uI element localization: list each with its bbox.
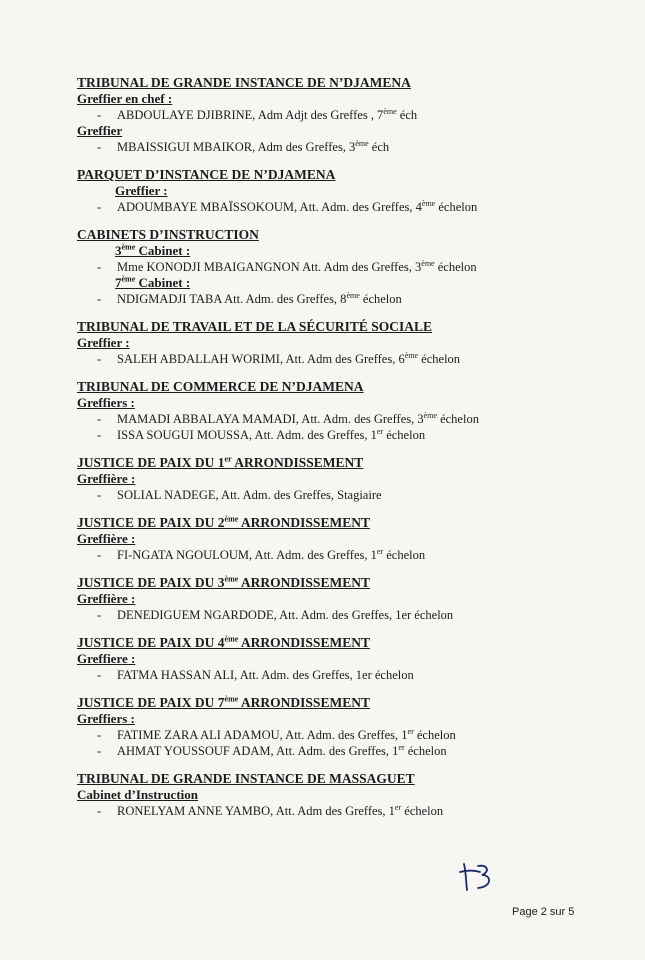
text-suffix: ARRONDISSEMENT	[238, 575, 370, 590]
text: Mme KONODJI MBAIGANGNON Att. Adm des Greffes, 3	[117, 260, 422, 274]
text: FATIME ZARA ALI ADAMOU, Att. Adm. des Greffes, 1	[117, 728, 408, 742]
text: PARQUET D’INSTANCE DE N’DJAMENA	[77, 167, 336, 182]
text-suffix: échelon	[436, 412, 479, 426]
text: Greffiere :	[77, 651, 136, 666]
text: JUSTICE DE PAIX DU 1	[77, 455, 225, 470]
document-body	[77, 74, 617, 830]
list-dash: -	[97, 412, 102, 426]
list-dash: -	[97, 548, 102, 562]
text-suffix: échelon	[359, 292, 402, 306]
superscript: ème	[421, 258, 435, 268]
text-suffix: échelon	[418, 352, 461, 366]
text: JUSTICE DE PAIX DU 2	[77, 515, 225, 530]
superscript: er	[398, 742, 405, 752]
text: CABINETS D’INSTRUCTION	[77, 227, 259, 242]
section-title	[77, 226, 617, 243]
text: FATMA HASSAN ALI, Att. Adm. des Greffes, 1er échelon	[117, 668, 414, 682]
superscript: ème	[224, 694, 239, 704]
superscript: ème	[224, 634, 239, 644]
superscript: er	[376, 546, 384, 556]
text: JUSTICE DE PAIX DU 3	[77, 575, 225, 590]
section-title	[77, 514, 617, 531]
role-heading	[115, 183, 617, 199]
list-item	[77, 803, 617, 819]
text-suffix: ARRONDISSEMENT	[238, 635, 370, 650]
superscript: ème	[355, 138, 369, 148]
text: TRIBUNAL DE GRANDE INSTANCE DE N’DJAMENA	[77, 75, 411, 90]
section-title	[77, 74, 617, 91]
superscript: er	[224, 454, 232, 464]
section-title	[77, 454, 617, 471]
superscript: er	[394, 802, 402, 812]
superscript: ème	[224, 514, 239, 524]
superscript: er	[376, 426, 384, 436]
role-heading	[77, 651, 617, 667]
handwritten-initials-signature	[458, 860, 498, 894]
list-dash: -	[97, 428, 102, 442]
text: SOLIAL NADEGE, Att. Adm. des Greffes, Stagiaire	[117, 488, 382, 502]
page-number: Page 2 sur 5	[512, 906, 575, 918]
role-heading	[77, 711, 617, 727]
role-heading	[77, 471, 617, 487]
text: NDIGMADJI TABA Att. Adm. des Greffes, 8	[117, 292, 347, 306]
role-heading	[77, 335, 617, 351]
list-item	[77, 607, 617, 623]
text: Greffière :	[77, 591, 136, 606]
list-item	[77, 351, 617, 367]
list-dash: -	[97, 200, 102, 214]
text-suffix: échelon	[413, 728, 456, 742]
role-heading	[77, 531, 617, 547]
text-suffix: éch	[368, 140, 390, 154]
list-dash: -	[97, 108, 102, 122]
list-item	[77, 427, 617, 443]
list-item	[77, 139, 617, 155]
text-suffix: éch	[396, 108, 418, 122]
list-item	[77, 727, 617, 743]
role-heading	[77, 591, 617, 607]
list-dash: -	[97, 260, 102, 274]
text-suffix: échelon	[383, 428, 426, 442]
court-section	[77, 378, 617, 443]
text-suffix: échelon	[383, 548, 426, 562]
list-dash: -	[97, 728, 102, 742]
text: FI-NGATA NGOULOUM, Att. Adm. des Greffes, 1	[117, 548, 377, 562]
list-item	[77, 107, 617, 123]
list-dash: -	[97, 744, 102, 758]
text: SALEH ABDALLAH WORIMI, Att. Adm des Greffes, 6	[117, 352, 405, 366]
section-title	[77, 166, 617, 183]
list-dash: -	[97, 292, 102, 306]
superscript: ème	[423, 410, 437, 420]
text: Greffière :	[77, 531, 136, 546]
court-section	[77, 694, 617, 759]
text: JUSTICE DE PAIX DU 4	[77, 635, 225, 650]
text: Greffiers :	[77, 711, 135, 726]
court-section	[77, 634, 617, 683]
court-section	[77, 574, 617, 623]
list-dash: -	[97, 488, 102, 502]
list-item	[77, 199, 617, 215]
text: 7	[115, 275, 122, 290]
section-title	[77, 378, 617, 395]
text-suffix: échelon	[401, 804, 444, 818]
text: Greffière :	[77, 471, 136, 486]
role-heading	[77, 123, 617, 139]
text: 3	[115, 243, 122, 258]
text: Greffier	[77, 123, 123, 138]
list-item	[77, 487, 617, 503]
superscript: ème	[121, 274, 136, 284]
text-suffix: ARRONDISSEMENT	[238, 515, 370, 530]
text: Greffier en chef :	[77, 91, 173, 106]
list-item	[77, 259, 617, 275]
court-section	[77, 318, 617, 367]
list-item	[77, 547, 617, 563]
list-dash: -	[97, 140, 102, 154]
list-dash: -	[97, 352, 102, 366]
role-heading	[77, 787, 617, 803]
text: TRIBUNAL DE GRANDE INSTANCE DE MASSAGUET	[77, 771, 415, 786]
role-heading	[77, 395, 617, 411]
text: Greffiers :	[77, 395, 135, 410]
text-suffix: échelon	[434, 260, 477, 274]
court-section	[77, 514, 617, 563]
section-title	[77, 634, 617, 651]
list-item	[77, 743, 617, 759]
superscript: ème	[346, 290, 360, 300]
superscript: ème	[383, 106, 397, 116]
text: AHMAT YOUSSOUF ADAM, Att. Adm. des Greffes, 1	[117, 744, 399, 758]
superscript: ème	[224, 574, 239, 584]
list-item	[77, 411, 617, 427]
superscript: er	[407, 726, 414, 736]
text-suffix: ARRONDISSEMENT	[238, 695, 370, 710]
section-title	[77, 574, 617, 591]
list-dash: -	[97, 804, 102, 818]
list-dash: -	[97, 608, 102, 622]
superscript: ème	[404, 350, 419, 360]
text-suffix: ARRONDISSEMENT	[231, 455, 364, 470]
list-item	[77, 667, 617, 683]
text: ADOUMBAYE MBAÏSSOKOUM, Att. Adm. des Greffes, 4	[117, 200, 422, 214]
text-suffix: échelon	[435, 200, 478, 214]
list-item	[77, 291, 617, 307]
text-suffix: échelon	[404, 744, 447, 758]
superscript: ème	[421, 198, 436, 208]
court-section	[77, 226, 617, 307]
text: ISSA SOUGUI MOUSSA, Att. Adm. des Greffes, 1	[117, 428, 377, 442]
text-suffix: Cabinet :	[135, 243, 191, 258]
text: ABDOULAYE DJIBRINE, Adm Adjt des Greffes , 7	[117, 108, 384, 122]
text: MBAISSIGUI MBAIKOR, Adm des Greffes, 3	[117, 140, 356, 154]
court-section	[77, 770, 617, 819]
section-title	[77, 318, 617, 335]
section-title	[77, 770, 617, 787]
role-heading	[77, 91, 617, 107]
text: DENEDIGUEM NGARDODE, Att. Adm. des Greffes, 1er échelon	[117, 608, 454, 622]
court-section	[77, 74, 617, 155]
role-heading	[115, 243, 617, 259]
list-dash: -	[97, 668, 102, 682]
text: TRIBUNAL DE COMMERCE DE N’DJAMENA	[77, 379, 364, 394]
section-title	[77, 694, 617, 711]
text: Greffier :	[77, 335, 130, 350]
role-heading	[115, 275, 617, 291]
court-section	[77, 454, 617, 503]
superscript: ème	[121, 242, 136, 252]
text: RONELYAM ANNE YAMBO, Att. Adm des Greffes, 1	[117, 804, 395, 818]
text: JUSTICE DE PAIX DU 7	[77, 695, 225, 710]
text: TRIBUNAL DE TRAVAIL ET DE LA SÉCURITÉ SOCIALE	[77, 319, 433, 334]
court-section	[77, 166, 617, 215]
text: MAMADI ABBALAYA MAMADI, Att. Adm. des Greffes, 3	[117, 412, 424, 426]
text: Greffier :	[115, 183, 168, 198]
text: Cabinet d’Instruction	[77, 787, 198, 802]
text-suffix: Cabinet :	[135, 275, 191, 290]
